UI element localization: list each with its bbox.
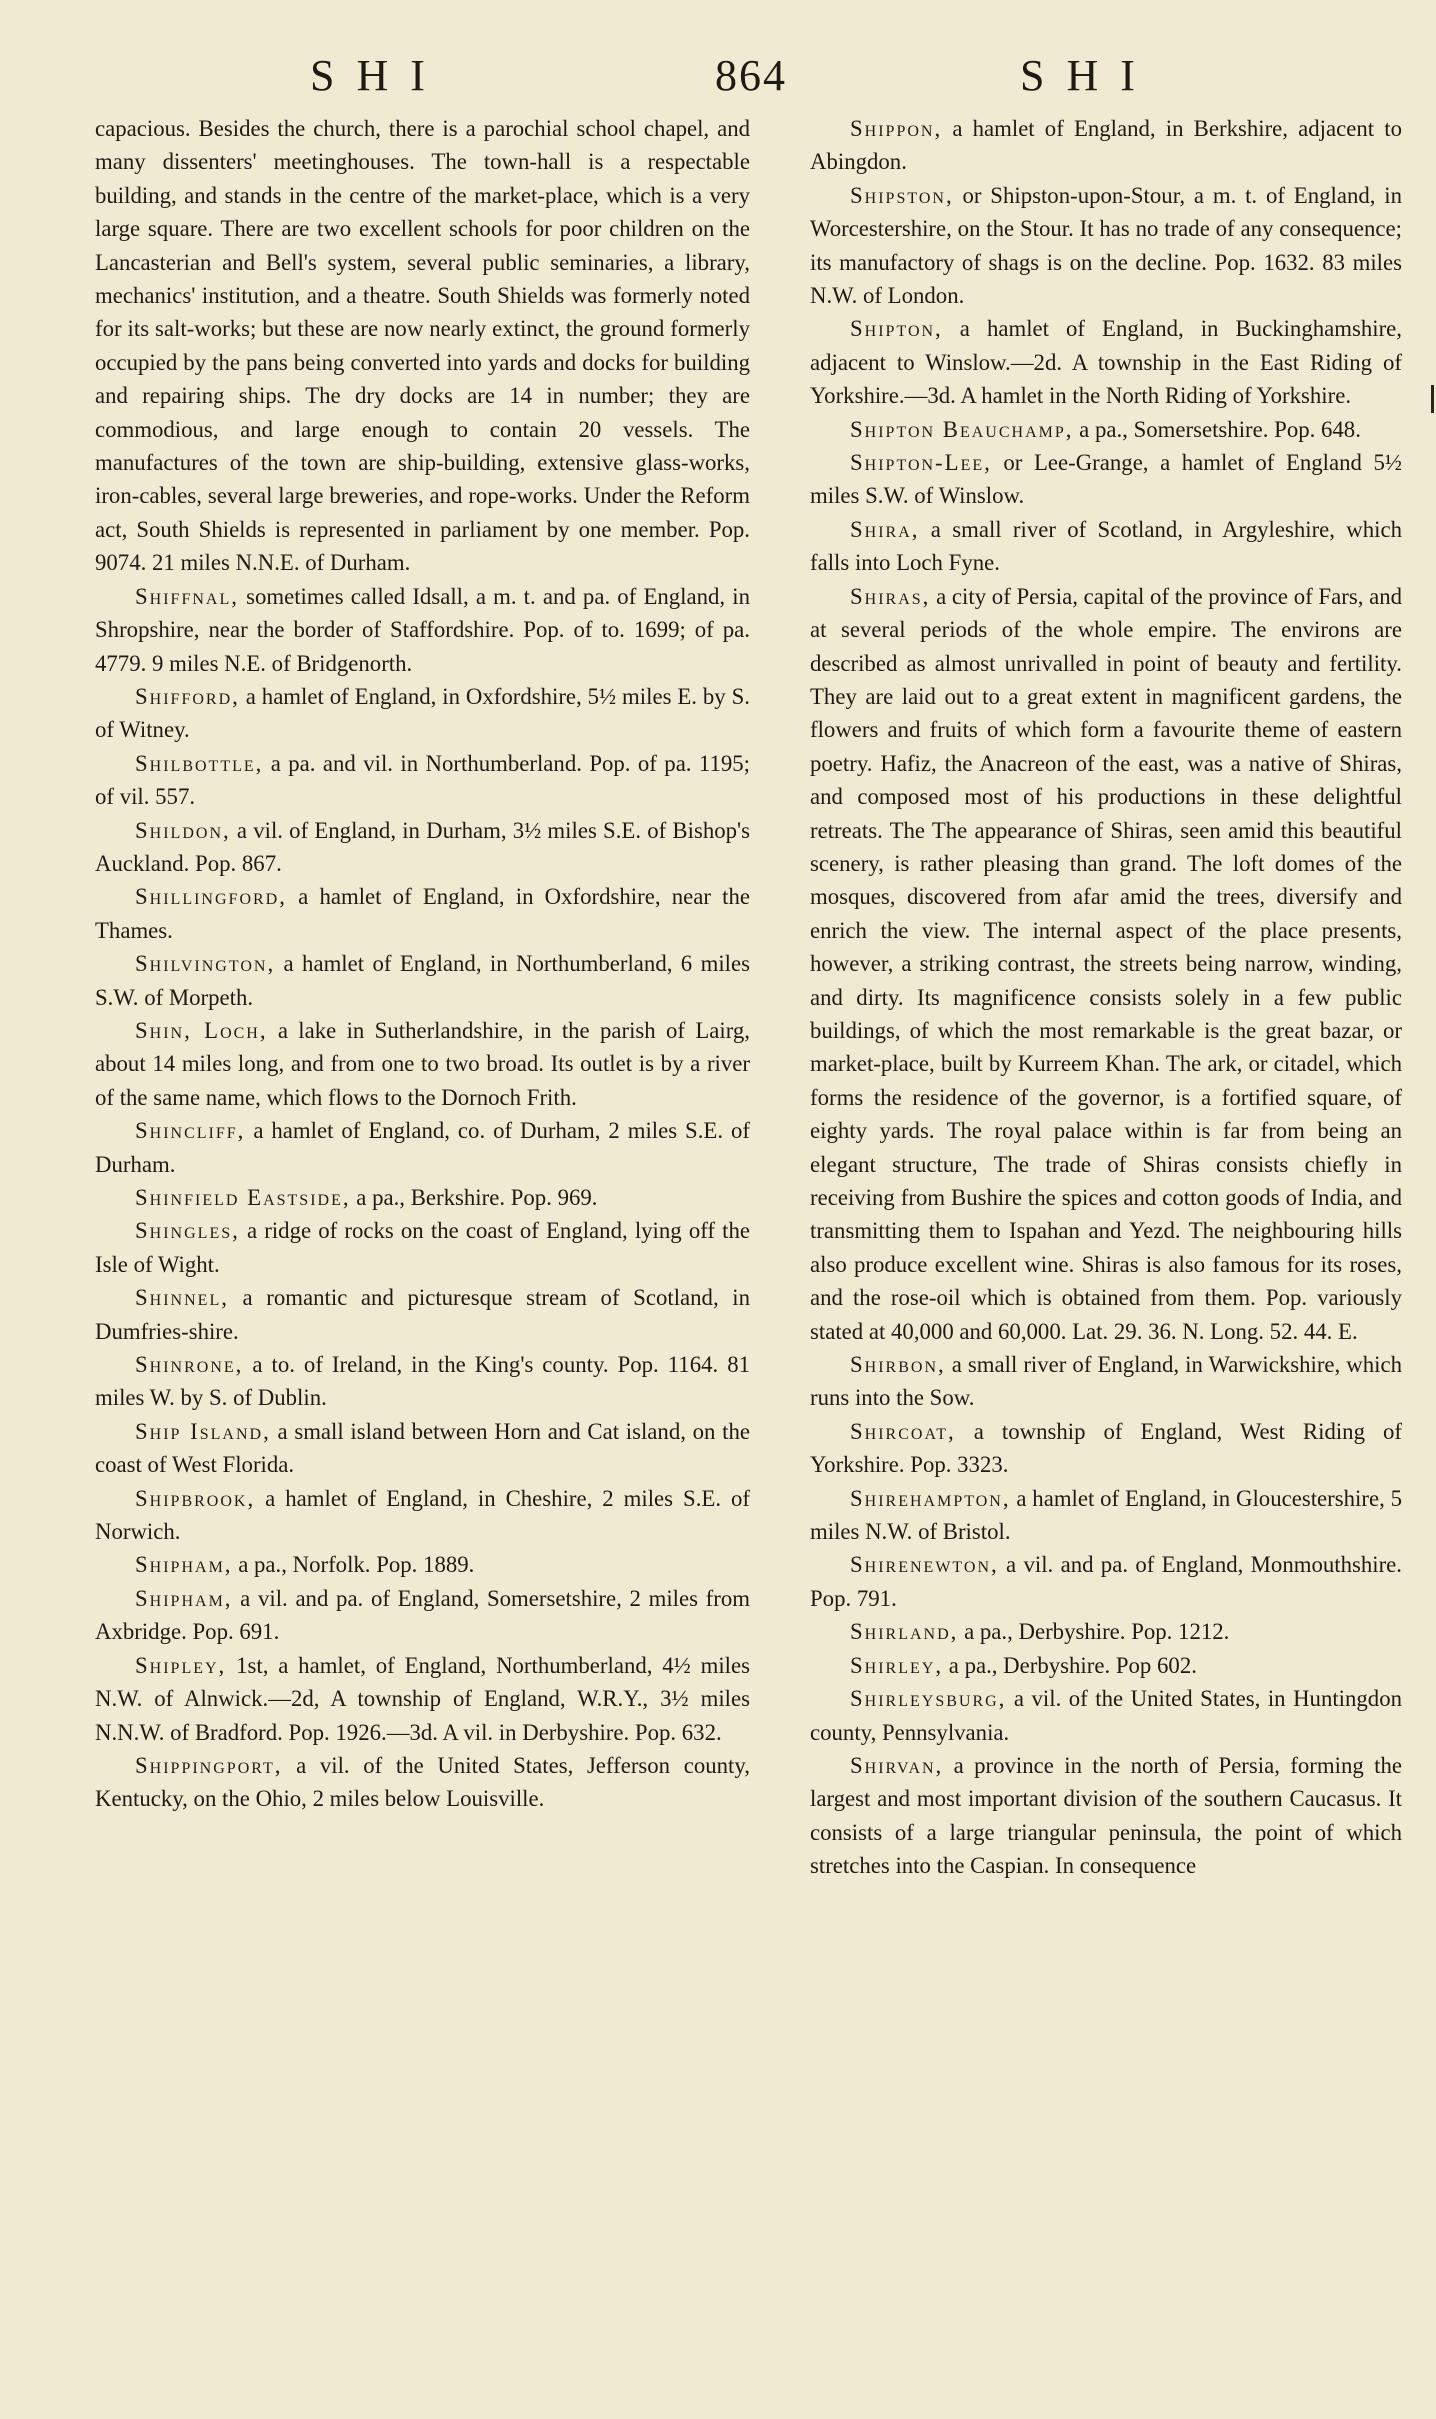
entry-headword: Shinnel, [135,1285,229,1311]
gazetteer-entry [810,179,1402,313]
entry-headword: Shipham, [135,1552,233,1578]
entry-text: capacious. Besides the church, there is a parochial school chapel, and many dissenters' meetinghouses. The town-hall is a respectable building, and stands in the centre of the market-place, which is a very large square. There are two excellent schools for poor children on the Lancasterian and Bell's system, several public seminaries, a library, mechanics' institution, and a theatre. South Shields was formerly noted for its salt-works; but these are now nearly extinct, the ground formerly occupied by the pans being converted into yards and docks for building and repairing ships. The dry docks are 14 in number; they are commodious, and large enough to contain 20 vessels. The manufactures of the town are ship-building, extensive glass-works, iron-cables, several large breweries, and rope-works. Under the Reform act, South Shields is represented in parliament by one member. Pop. 9074. 21 miles N.N.E. of Durham. [95,116,750,576]
entry-text: or Shipston-upon-Stour, a m. t. of England, in Worcestershire, on the Stour. It has no trade of any consequence; its manufactory of shags is on the decline. Pop. 1632. 83 miles N.W. of London. [810,182,1402,309]
page-number: 864 [715,51,787,100]
gazetteer-entry [95,1582,750,1649]
entry-text: a small river of Scotland, in Argyleshire, which falls into Loch Fyne. [810,516,1402,576]
gazetteer-entry [810,1682,1402,1749]
entry-headword: Ship Island, [135,1418,271,1444]
gazetteer-entry [95,1181,750,1214]
entry-headword: Shirleysburg, [850,1686,1007,1712]
margin-mark [1431,385,1434,413]
entry-text: a pa., Derbyshire. Pop. 1212. [958,1619,1230,1645]
entry-text: a hamlet of England, in Gloucestershire, 5 miles N.W. of Bristol. [810,1485,1402,1545]
entry-text: a vil. of England, in Durham, 3½ miles S.E. of Bishop's Auckland. Pop. 867. [95,817,750,876]
gazetteer-entry [95,1649,750,1749]
gazetteer-entry [810,1482,1402,1549]
gazetteer-entry [95,680,750,747]
entry-headword: Shipston, [850,182,954,208]
entry-text: or Lee-Grange, a hamlet of England 5½ miles S.W. of Winslow. [810,450,1402,509]
entry-text: a vil. of the United States, in Huntingdon county, Pennsylvania. [810,1686,1402,1745]
entry-text: a small island between Horn and Cat island, on the coast of West Florida. [95,1418,750,1478]
entry-text: sometimes called Idsall, a m. t. and pa. of England, in Shropshire, near the border of Staffordshire. Pop. of to. 1699; of pa. 4779. 9 miles N.E. of Bridgenorth. [95,583,750,676]
entry-text: a hamlet of England, in Oxfordshire, near the Thames. [95,884,750,943]
gazetteer-entry [810,1615,1402,1648]
entry-headword: Shirbon, [850,1352,946,1378]
entry-text: a pa., Somersetshire. Pop. 648. [1073,416,1361,442]
gazetteer-entry [95,1482,750,1549]
gazetteer-entry [810,1649,1402,1682]
entry-headword: Shinrone, [135,1352,244,1378]
gazetteer-entry [95,814,750,881]
gazetteer-entry [810,112,1402,179]
entry-text: 1st, a hamlet, of England, Northumberland, 4½ miles N.W. of Alnwick.—2d, A township of England, W.R.Y., 3½ miles N.N.W. of Bradford. Pop. 1926.—3d. A vil. in Derbyshire. Pop. 632. [95,1652,750,1745]
entry-text: a hamlet of England, in Buckinghamshire, adjacent to Winslow.—2d. A township in the East Riding of Yorkshire.—3d. A hamlet in the North Riding of Yorkshire. [810,316,1402,409]
entry-headword: Shipton, [850,316,943,342]
gazetteer-entry [95,580,750,680]
entry-headword: Shipton-Lee, [850,450,992,476]
entry-text: a vil. and pa. of England, Somersetshire, 2 miles from Axbridge. Pop. 691. [95,1585,750,1645]
gazetteer-entry [95,1281,750,1348]
entry-headword: Shifford, [135,683,240,709]
entry-headword: Shiras, [850,583,931,609]
entry-text: a hamlet of England, in Cheshire, 2 miles S.E. of Norwich. [95,1485,750,1545]
entry-headword: Shinfield Eastside, [135,1185,351,1210]
entry-headword: Shiffnal, [135,583,239,609]
gazetteer-entry [810,1548,1402,1615]
entry-text: a small river of England, in Warwickshire, which runs into the Sow. [810,1352,1402,1411]
entry-text: a pa., Derbyshire. Pop 602. [943,1652,1197,1678]
entry-headword: Shirehampton, [850,1485,1011,1511]
gazetteer-entry [95,1749,750,1816]
entry-headword: Shincliff, [135,1118,246,1144]
entry-headword: Shipbrook, [135,1485,256,1511]
gazetteer-entry [95,112,750,580]
entry-headword: Shipton Beauchamp, [850,416,1074,442]
entry-text: a hamlet of England, in Northumberland, 6 miles S.W. of Morpeth. [95,951,750,1010]
entry-text: a pa., Berkshire. Pop. 969. [350,1185,598,1210]
entry-headword: Shin, Loch, [135,1017,268,1043]
entry-headword: Shilvington, [135,951,276,977]
entry-headword: Shipham, [135,1585,233,1611]
entry-text: a ridge of rocks on the coast of England, lying off the Isle of Wight. [95,1218,750,1277]
entry-text: a province in the north of Persia, forming the largest and most important division of the southern Caucasus. It consists of a large triangular peninsula, the point of which stretches into the Caspian. In consequence [810,1752,1402,1879]
entry-headword: Shippon, [850,116,943,141]
gazetteer-entry [95,1014,750,1114]
gazetteer-entry [810,446,1402,513]
entry-text: a hamlet of England, in Oxfordshire, 5½ miles E. by S. of Witney. [95,683,750,743]
entry-text: a romantic and picturesque stream of Scotland, in Dumfries-shire. [95,1285,750,1344]
entry-text: a hamlet of England, in Berkshire, adjacent to Abingdon. [810,116,1402,175]
entry-text: a township of England, West Riding of Yorkshire. Pop. 3323. [810,1418,1402,1478]
gazetteer-entry [810,580,1402,1348]
running-header [0,50,1436,110]
entry-headword: Shipley, [135,1652,227,1678]
entry-text: a vil. of the United States, Jefferson county, Kentucky, on the Ohio, 2 miles below Louisville. [95,1752,750,1812]
entry-text: a to. of Ireland, in the King's county. Pop. 1164. 81 miles W. by S. of Dublin. [95,1352,750,1411]
gazetteer-entry [95,1348,750,1415]
entry-headword: Shirenewton, [850,1552,999,1578]
entry-headword: Shircoat, [850,1418,956,1444]
gazetteer-entry [810,1415,1402,1482]
entry-text: a city of Persia, capital of the province of Fars, and at several periods of the whole empire. The environs are described as almost unrivalled in point of beauty and fertility. They are laid out to a great extent in magnificent gardens, the flowers and fruits of which form a favourite theme of eastern poetry. Hafiz, the Anacreon of the east, was a native of Shiras, and composed most of his productions in these delightful retreats. The The appearance of Shiras, seen amid this beautiful scenery, is rather pleasing than grand. The loft domes of the mosques, discovered from afar amid the trees, diversify and enrich the view. The internal aspect of the place presents, however, a striking contrast, the streets being narrow, winding, and dirty. Its magnificence consists solely in a few public buildings, of which the most remarkable is the great bazar, or market-place, built by Kurreem Khan. The ark, or citadel, which forms the residence of the governor, is a fortified square, of eighty yards. The royal palace within is far from being an elegant structure, The trade of Shiras consists chiefly in receiving from Bushire the spices and cotton goods of India, and transmitting them to Ispahan and Yezd. The neighbouring hills also produce excellent wine. Shiras is also famous for its roses, and the rose-oil which is obtained from them. Pop. variously stated at 40,000 and 60,000. Lat. 29. 36. N. Long. 52. 44. E. [810,583,1403,1344]
right-column [810,112,1402,1883]
entry-headword: Shippingport, [135,1752,283,1778]
entry-text: a lake in Sutherlandshire, in the parish of Lairg, about 14 miles long, and from one to two broad. Its outlet is by a river of the same name, which flows to the Dornoch Frith. [95,1017,750,1110]
gazetteer-entry [810,1348,1402,1415]
entry-text: a pa. and vil. in Northumberland. Pop. of pa. 1195; of vil. 557. [95,750,750,810]
gazetteer-entry [810,413,1402,446]
entry-headword: Shildon, [135,817,231,843]
gazetteer-entry [810,513,1402,580]
gazetteer-entry [95,947,750,1014]
gazetteer-entry [95,1114,750,1181]
gazetteer-entry [95,1415,750,1482]
entry-headword: Shirvan, [850,1752,944,1778]
gazetteer-entry [95,1548,750,1581]
entry-headword: Shirley, [850,1652,944,1678]
gazetteer-entry [95,880,750,947]
header-right-word: SHI [1020,51,1157,100]
entry-headword: Shingles, [135,1218,240,1244]
gazetteer-entry [810,312,1402,412]
entry-headword: Shillingford, [135,884,287,910]
header-left-word: SHI [310,51,447,100]
entry-text: a pa., Norfolk. Pop. 1889. [232,1552,475,1578]
entry-text: a hamlet of England, co. of Durham, 2 miles S.E. of Durham. [95,1118,750,1177]
entry-text: a vil. and pa. of England, Monmouthshire. Pop. 791. [810,1552,1402,1611]
entry-headword: Shirland, [850,1619,959,1645]
gazetteer-entry [95,1214,750,1281]
left-column [95,112,750,1816]
gazetteer-entry [95,747,750,814]
entry-headword: Shira, [850,516,920,542]
entry-headword: Shilbottle, [135,750,264,776]
gazetteer-entry [810,1749,1402,1883]
